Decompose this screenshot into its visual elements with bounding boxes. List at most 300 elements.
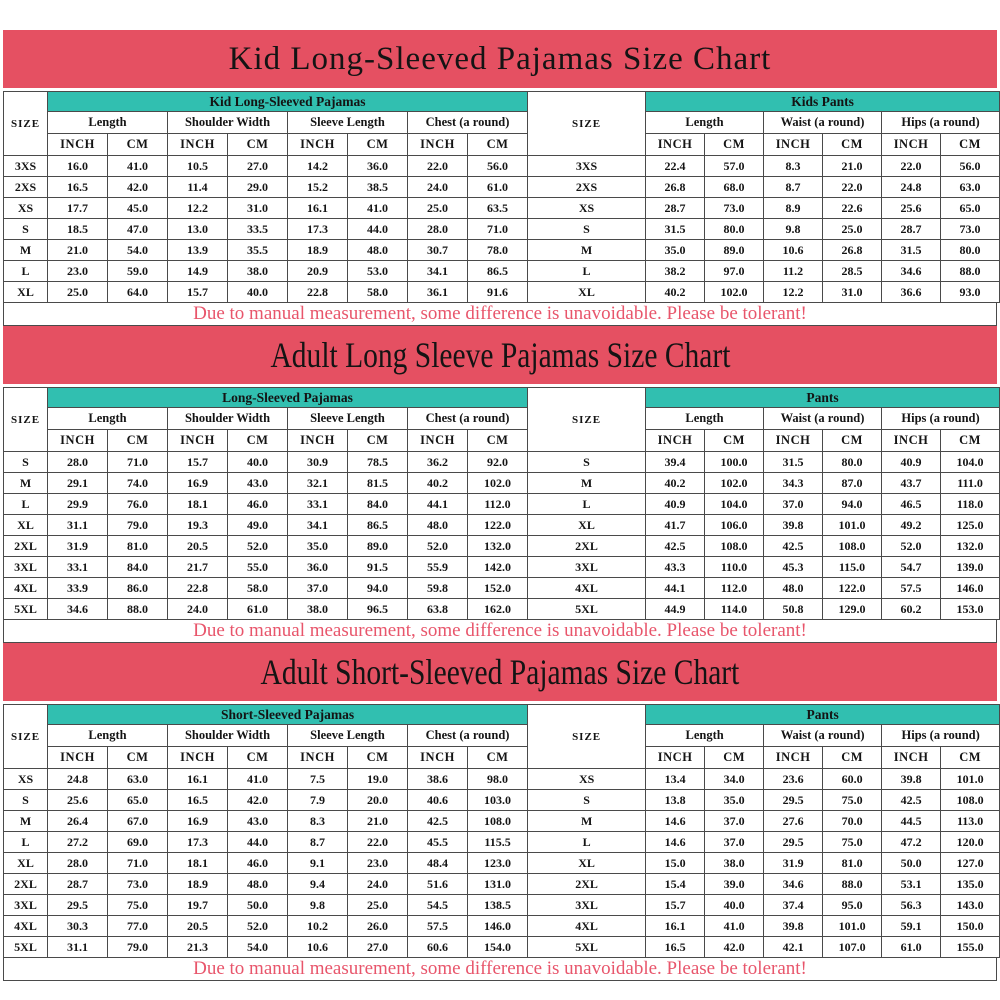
value-cell: 7.9 [288, 790, 348, 811]
value-cell: 28.5 [823, 261, 882, 282]
value-cell: 60.6 [408, 937, 468, 958]
value-cell: 16.9 [168, 473, 228, 494]
value-cell: 104.0 [941, 452, 1000, 473]
value-cell: 113.0 [941, 811, 1000, 832]
unit-label: CM [108, 430, 168, 452]
value-cell: 48.0 [408, 515, 468, 536]
size-cell: XL [4, 515, 48, 536]
value-cell: 64.0 [108, 282, 168, 303]
value-cell: 48.4 [408, 853, 468, 874]
value-cell: 24.8 [882, 177, 941, 198]
value-cell: 10.5 [168, 156, 228, 177]
value-cell: 39.8 [764, 916, 823, 937]
value-cell: 80.0 [941, 240, 1000, 261]
value-cell: 42.5 [646, 536, 705, 557]
value-cell: 84.0 [108, 557, 168, 578]
value-cell: 60.0 [823, 769, 882, 790]
value-cell: 17.3 [288, 219, 348, 240]
value-cell: 36.1 [408, 282, 468, 303]
unit-label: INCH [48, 747, 108, 769]
size-column-header: SIZE [4, 388, 48, 452]
value-cell: 48.0 [228, 874, 288, 895]
value-cell: 155.0 [941, 937, 1000, 958]
value-cell: 28.0 [48, 452, 108, 473]
value-cell: 94.0 [348, 578, 408, 599]
value-cell: 55.9 [408, 557, 468, 578]
value-cell: 40.0 [228, 452, 288, 473]
value-cell: 101.0 [941, 769, 1000, 790]
value-cell: 21.0 [823, 156, 882, 177]
value-cell: 42.5 [408, 811, 468, 832]
value-cell: 31.5 [882, 240, 941, 261]
unit-label: CM [108, 747, 168, 769]
unit-label: CM [348, 747, 408, 769]
value-cell: 102.0 [705, 282, 764, 303]
value-cell: 154.0 [468, 937, 528, 958]
size-cell: XS [4, 769, 48, 790]
unit-label: CM [108, 134, 168, 156]
value-cell: 16.1 [288, 198, 348, 219]
value-cell: 27.0 [348, 937, 408, 958]
size-cell: XL [4, 282, 48, 303]
value-cell: 43.7 [882, 473, 941, 494]
measure-label: Hips (a round) [882, 725, 1000, 747]
size-cell: L [528, 494, 646, 515]
value-cell: 70.0 [823, 811, 882, 832]
value-cell: 112.0 [705, 578, 764, 599]
size-cell: 4XL [528, 916, 646, 937]
measure-label: Sleeve Length [288, 112, 408, 134]
value-cell: 28.7 [48, 874, 108, 895]
unit-label: INCH [408, 134, 468, 156]
measure-label: Chest (a round) [408, 408, 528, 430]
value-cell: 41.0 [108, 156, 168, 177]
value-cell: 40.0 [705, 895, 764, 916]
value-cell: 40.6 [408, 790, 468, 811]
size-cell: M [528, 473, 646, 494]
table-row [4, 240, 1000, 261]
section-kid-long-sleeved [3, 30, 997, 326]
unit-label: CM [228, 134, 288, 156]
value-cell: 44.9 [646, 599, 705, 620]
value-cell: 131.0 [468, 874, 528, 895]
value-cell: 56.0 [468, 156, 528, 177]
size-cell: 3XS [528, 156, 646, 177]
value-cell: 91.5 [348, 557, 408, 578]
size-cell: S [4, 452, 48, 473]
table-row [4, 452, 1000, 473]
value-cell: 41.0 [228, 769, 288, 790]
value-cell: 78.0 [468, 240, 528, 261]
table-row [4, 515, 1000, 536]
value-cell: 42.0 [705, 937, 764, 958]
table-row [4, 853, 1000, 874]
table-row [4, 937, 1000, 958]
value-cell: 108.0 [705, 536, 764, 557]
value-cell: 14.9 [168, 261, 228, 282]
value-cell: 40.2 [646, 473, 705, 494]
adult-long-size-chart-table [3, 387, 1000, 620]
unit-label: CM [941, 134, 1000, 156]
value-cell: 120.0 [941, 832, 1000, 853]
value-cell: 84.0 [348, 494, 408, 515]
size-cell: L [4, 494, 48, 515]
value-cell: 146.0 [468, 916, 528, 937]
value-cell: 150.0 [941, 916, 1000, 937]
measure-label: Shoulder Width [168, 408, 288, 430]
size-cell: M [4, 473, 48, 494]
value-cell: 61.0 [228, 599, 288, 620]
value-cell: 40.2 [646, 282, 705, 303]
value-cell: 81.0 [823, 853, 882, 874]
value-cell: 19.3 [168, 515, 228, 536]
value-cell: 92.0 [468, 452, 528, 473]
value-cell: 24.0 [348, 874, 408, 895]
unit-label: CM [705, 134, 764, 156]
measure-label: Waist (a round) [764, 408, 882, 430]
value-cell: 142.0 [468, 557, 528, 578]
measure-label: Hips (a round) [882, 408, 1000, 430]
kid-chart-title: Kid Long-Sleeved Pajamas Size Chart [228, 41, 772, 77]
value-cell: 22.0 [348, 832, 408, 853]
value-cell: 51.6 [408, 874, 468, 895]
value-cell: 19.0 [348, 769, 408, 790]
unit-label: CM [468, 134, 528, 156]
value-cell: 15.2 [288, 177, 348, 198]
value-cell: 11.4 [168, 177, 228, 198]
value-cell: 60.2 [882, 599, 941, 620]
value-cell: 28.7 [646, 198, 705, 219]
value-cell: 27.2 [48, 832, 108, 853]
value-cell: 17.7 [48, 198, 108, 219]
value-cell: 75.0 [108, 895, 168, 916]
value-cell: 13.8 [646, 790, 705, 811]
table-row [4, 557, 1000, 578]
value-cell: 34.6 [48, 599, 108, 620]
value-cell: 31.1 [48, 937, 108, 958]
value-cell: 108.0 [468, 811, 528, 832]
adult-long-chart-title: Adult Long Sleeve Pajamas Size Chart [270, 335, 730, 375]
size-cell: XL [528, 282, 646, 303]
value-cell: 114.0 [705, 599, 764, 620]
value-cell: 24.0 [168, 599, 228, 620]
measure-label: Waist (a round) [764, 725, 882, 747]
value-cell: 76.0 [108, 494, 168, 515]
size-column-header: SIZE [4, 705, 48, 769]
value-cell: 132.0 [468, 536, 528, 557]
right-table-title: Pants [646, 705, 1000, 725]
value-cell: 58.0 [348, 282, 408, 303]
value-cell: 52.0 [228, 536, 288, 557]
value-cell: 34.6 [882, 261, 941, 282]
size-cell: S [528, 790, 646, 811]
value-cell: 88.0 [108, 599, 168, 620]
value-cell: 21.0 [48, 240, 108, 261]
value-cell: 71.0 [108, 853, 168, 874]
value-cell: 39.8 [882, 769, 941, 790]
table-row [4, 832, 1000, 853]
value-cell: 15.7 [168, 282, 228, 303]
value-cell: 18.9 [288, 240, 348, 261]
value-cell: 65.0 [108, 790, 168, 811]
value-cell: 53.0 [348, 261, 408, 282]
unit-label: INCH [646, 134, 705, 156]
value-cell: 9.4 [288, 874, 348, 895]
size-cell: L [4, 832, 48, 853]
value-cell: 20.5 [168, 536, 228, 557]
value-cell: 31.0 [823, 282, 882, 303]
size-cell: L [528, 832, 646, 853]
value-cell: 59.8 [408, 578, 468, 599]
table-row [4, 261, 1000, 282]
size-cell: 2XS [4, 177, 48, 198]
value-cell: 47.2 [882, 832, 941, 853]
value-cell: 61.0 [468, 177, 528, 198]
adult-short-chart-title: Adult Short-Sleeved Pajamas Size Chart [260, 652, 740, 692]
value-cell: 93.0 [941, 282, 1000, 303]
value-cell: 81.5 [348, 473, 408, 494]
table-row [4, 578, 1000, 599]
right-table-title: Kids Pants [646, 92, 1000, 112]
value-cell: 78.5 [348, 452, 408, 473]
kid-size-chart-table [3, 91, 1000, 303]
size-column-header: SIZE [528, 705, 646, 769]
unit-label: CM [941, 430, 1000, 452]
value-cell: 10.6 [764, 240, 823, 261]
unit-label: CM [823, 134, 882, 156]
value-cell: 37.0 [764, 494, 823, 515]
value-cell: 32.1 [288, 473, 348, 494]
value-cell: 36.6 [882, 282, 941, 303]
value-cell: 29.9 [48, 494, 108, 515]
value-cell: 73.0 [941, 219, 1000, 240]
size-cell: 2XL [528, 874, 646, 895]
value-cell: 41.7 [646, 515, 705, 536]
value-cell: 30.9 [288, 452, 348, 473]
table-row [4, 494, 1000, 515]
value-cell: 80.0 [705, 219, 764, 240]
size-cell: XL [528, 515, 646, 536]
value-cell: 54.0 [228, 937, 288, 958]
value-cell: 63.5 [468, 198, 528, 219]
adult-long-chart-title-banner [3, 326, 997, 384]
value-cell: 35.0 [705, 790, 764, 811]
adult-long-chart-disclaimer: Due to manual measurement, some difference is unavoidable. Please be tolerant! [3, 620, 997, 643]
value-cell: 25.6 [882, 198, 941, 219]
value-cell: 12.2 [168, 198, 228, 219]
value-cell: 138.5 [468, 895, 528, 916]
table-row [4, 536, 1000, 557]
unit-label: CM [468, 747, 528, 769]
value-cell: 31.5 [646, 219, 705, 240]
table-row [4, 811, 1000, 832]
value-cell: 127.0 [941, 853, 1000, 874]
value-cell: 100.0 [705, 452, 764, 473]
unit-label: INCH [288, 134, 348, 156]
value-cell: 18.1 [168, 494, 228, 515]
value-cell: 115.5 [468, 832, 528, 853]
table-row [4, 769, 1000, 790]
value-cell: 20.5 [168, 916, 228, 937]
value-cell: 33.1 [48, 557, 108, 578]
value-cell: 8.9 [764, 198, 823, 219]
measure-label: Shoulder Width [168, 725, 288, 747]
unit-label: INCH [288, 747, 348, 769]
value-cell: 36.0 [288, 557, 348, 578]
value-cell: 101.0 [823, 515, 882, 536]
value-cell: 26.8 [646, 177, 705, 198]
size-cell: 4XL [528, 578, 646, 599]
adult-short-chart-title-banner [3, 643, 997, 701]
value-cell: 45.0 [108, 198, 168, 219]
value-cell: 54.7 [882, 557, 941, 578]
value-cell: 13.4 [646, 769, 705, 790]
value-cell: 12.2 [764, 282, 823, 303]
value-cell: 38.2 [646, 261, 705, 282]
value-cell: 9.8 [764, 219, 823, 240]
value-cell: 18.9 [168, 874, 228, 895]
measure-label: Length [646, 112, 764, 134]
unit-label: CM [705, 747, 764, 769]
value-cell: 46.5 [882, 494, 941, 515]
value-cell: 44.1 [646, 578, 705, 599]
value-cell: 15.0 [646, 853, 705, 874]
value-cell: 10.6 [288, 937, 348, 958]
measure-label: Chest (a round) [408, 725, 528, 747]
value-cell: 129.0 [823, 599, 882, 620]
value-cell: 25.0 [823, 219, 882, 240]
value-cell: 20.9 [288, 261, 348, 282]
value-cell: 9.8 [288, 895, 348, 916]
value-cell: 81.0 [108, 536, 168, 557]
value-cell: 139.0 [941, 557, 1000, 578]
value-cell: 24.0 [408, 177, 468, 198]
value-cell: 118.0 [941, 494, 1000, 515]
value-cell: 146.0 [941, 578, 1000, 599]
value-cell: 16.1 [646, 916, 705, 937]
size-cell: XS [4, 198, 48, 219]
value-cell: 44.0 [228, 832, 288, 853]
measure-label: Shoulder Width [168, 112, 288, 134]
value-cell: 25.0 [408, 198, 468, 219]
table-row [4, 895, 1000, 916]
size-cell: XL [528, 853, 646, 874]
value-cell: 56.0 [941, 156, 1000, 177]
size-cell: 3XL [4, 895, 48, 916]
unit-label: INCH [168, 430, 228, 452]
value-cell: 27.0 [228, 156, 288, 177]
value-cell: 106.0 [705, 515, 764, 536]
value-cell: 37.0 [705, 832, 764, 853]
value-cell: 40.2 [408, 473, 468, 494]
unit-label: INCH [646, 430, 705, 452]
table-row [4, 282, 1000, 303]
value-cell: 54.5 [408, 895, 468, 916]
value-cell: 42.5 [882, 790, 941, 811]
value-cell: 28.0 [408, 219, 468, 240]
value-cell: 56.3 [882, 895, 941, 916]
value-cell: 35.0 [288, 536, 348, 557]
unit-label: CM [348, 430, 408, 452]
value-cell: 21.3 [168, 937, 228, 958]
value-cell: 22.4 [646, 156, 705, 177]
section-adult-short-sleeved [3, 643, 997, 981]
size-cell: 5XL [528, 937, 646, 958]
table-row [4, 177, 1000, 198]
value-cell: 8.7 [764, 177, 823, 198]
value-cell: 8.3 [288, 811, 348, 832]
size-cell: 3XL [4, 557, 48, 578]
value-cell: 42.1 [764, 937, 823, 958]
value-cell: 29.0 [228, 177, 288, 198]
value-cell: 77.0 [108, 916, 168, 937]
value-cell: 45.3 [764, 557, 823, 578]
value-cell: 57.5 [408, 916, 468, 937]
size-cell: 2XS [528, 177, 646, 198]
size-cell: 2XL [4, 536, 48, 557]
value-cell: 25.0 [48, 282, 108, 303]
value-cell: 125.0 [941, 515, 1000, 536]
size-cell: 5XL [528, 599, 646, 620]
size-cell: 4XL [4, 916, 48, 937]
value-cell: 74.0 [108, 473, 168, 494]
value-cell: 162.0 [468, 599, 528, 620]
value-cell: 23.6 [764, 769, 823, 790]
value-cell: 37.0 [705, 811, 764, 832]
value-cell: 23.0 [48, 261, 108, 282]
value-cell: 57.5 [882, 578, 941, 599]
value-cell: 49.0 [228, 515, 288, 536]
value-cell: 34.6 [764, 874, 823, 895]
value-cell: 112.0 [468, 494, 528, 515]
size-cell: XS [528, 198, 646, 219]
value-cell: 26.4 [48, 811, 108, 832]
measure-label: Sleeve Length [288, 725, 408, 747]
adult-short-size-chart-table [3, 704, 1000, 958]
value-cell: 87.0 [823, 473, 882, 494]
value-cell: 31.9 [764, 853, 823, 874]
unit-label: CM [228, 430, 288, 452]
value-cell: 44.1 [408, 494, 468, 515]
section-adult-long-sleeve [3, 326, 997, 643]
unit-label: INCH [764, 134, 823, 156]
unit-label: INCH [408, 747, 468, 769]
value-cell: 73.0 [108, 874, 168, 895]
unit-label: CM [823, 430, 882, 452]
value-cell: 43.0 [228, 811, 288, 832]
value-cell: 46.0 [228, 853, 288, 874]
value-cell: 30.3 [48, 916, 108, 937]
value-cell: 61.0 [882, 937, 941, 958]
value-cell: 26.0 [348, 916, 408, 937]
size-cell: 3XL [528, 895, 646, 916]
value-cell: 24.8 [48, 769, 108, 790]
unit-label: INCH [764, 430, 823, 452]
value-cell: 57.0 [705, 156, 764, 177]
value-cell: 37.4 [764, 895, 823, 916]
value-cell: 27.6 [764, 811, 823, 832]
unit-label: INCH [288, 430, 348, 452]
value-cell: 48.0 [764, 578, 823, 599]
value-cell: 10.2 [288, 916, 348, 937]
table-row [4, 156, 1000, 177]
value-cell: 29.5 [764, 832, 823, 853]
value-cell: 21.0 [348, 811, 408, 832]
value-cell: 33.9 [48, 578, 108, 599]
value-cell: 135.0 [941, 874, 1000, 895]
unit-label: INCH [882, 430, 941, 452]
value-cell: 58.0 [228, 578, 288, 599]
